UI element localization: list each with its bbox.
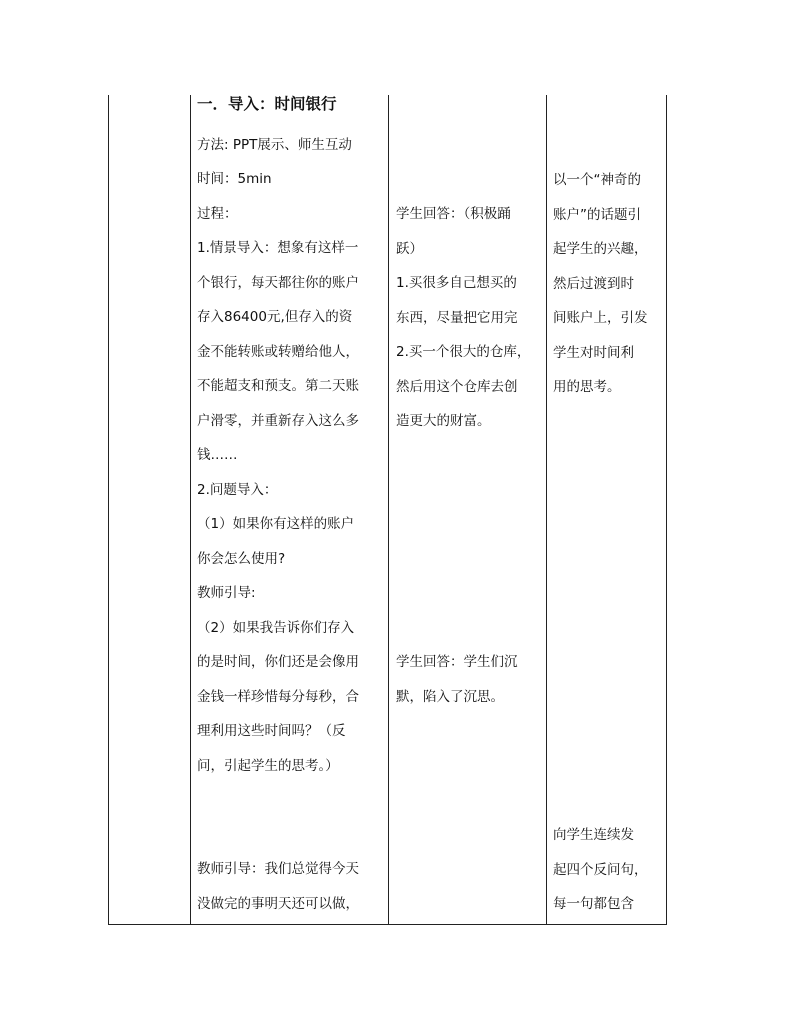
student-text-line: 2.买一个很大的仓库，: [396, 344, 531, 360]
teaching-text-line: 1.情景导入：想象有这样一: [197, 240, 359, 256]
teaching-text-line: 时间：5min: [197, 171, 272, 187]
table-border-bottom: [108, 924, 667, 925]
intent-text-line: 账户”的话题引: [553, 206, 641, 223]
table-cell-stage: [109, 95, 189, 924]
teaching-text-line: 2.问题导入：: [197, 481, 278, 498]
student-text-line: 东西，尽量把它用完: [396, 309, 518, 326]
table-border-col2: [388, 95, 389, 925]
intent-text-line: 然后过渡到时: [553, 275, 634, 292]
section-heading: 一．导入：时间银行: [197, 95, 337, 113]
teaching-text-line: 过程：: [197, 205, 238, 222]
intent-text-line: 以一个“神奇的: [553, 172, 641, 188]
intent-text-line: 间账户上，引发: [553, 310, 648, 326]
teaching-text-line: （2）如果我告诉你们存入: [197, 619, 355, 636]
student-text-line: 学生回答：（积极踊: [396, 206, 511, 222]
teaching-text-line: 个银行，每天都往你的账户: [197, 274, 359, 291]
student-text-line: 学生回答：学生们沉: [396, 654, 518, 670]
teaching-text-line: 金不能转账或转赠给他人，: [197, 343, 359, 360]
teaching-text-line: 理利用这些时间吗？（反: [197, 723, 346, 739]
teaching-text-line: 教师引导:: [197, 585, 256, 601]
table-border-col3: [546, 95, 547, 925]
intent-text-line: 学生对时间利: [553, 344, 634, 361]
teaching-text-line: 钱……: [197, 447, 238, 463]
student-text-line: 造更大的财富。: [396, 413, 491, 429]
teaching-text-line: 没做完的事明天还可以做，: [197, 895, 359, 912]
teaching-text-line: 的是时间，你们还是会像用: [197, 654, 359, 670]
student-text-line: 1.买很多自己想买的: [396, 275, 517, 291]
intent-text-line: 每一句都包含: [553, 896, 634, 912]
intent-text-line: 向学生连续发: [553, 827, 634, 843]
intent-text-line: 起四个反问句，: [553, 861, 648, 878]
student-text-line: 默，陷入了沉思。: [396, 688, 504, 705]
teaching-text-line: 不能超支和预支。第二天账: [197, 378, 359, 394]
teaching-text-line: 你会怎么使用?: [197, 550, 286, 567]
teaching-text-line: 金钱一样珍惜每分每秒，合: [197, 688, 359, 705]
intent-text-line: 用的思考。: [553, 379, 621, 395]
student-text-line: 跃）: [396, 240, 423, 257]
table-border-right: [666, 95, 667, 925]
student-text-line: 然后用这个仓库去创: [396, 378, 518, 395]
teaching-text-line: （1）如果你有这样的账户: [197, 516, 355, 532]
teaching-text-line: 户滑零，并重新存入这么多: [197, 412, 359, 429]
teaching-text-line: 方法: PPT展示、师生互动: [197, 136, 352, 153]
teaching-text-line: 存入86400元,但存入的资: [197, 309, 353, 325]
table-border-col1: [190, 95, 191, 925]
teaching-text-line: 教师引导：我们总觉得今天: [197, 861, 359, 877]
teaching-text-line: 问，引起学生的思考。）: [197, 757, 339, 774]
intent-text-line: 起学生的兴趣，: [553, 241, 648, 257]
